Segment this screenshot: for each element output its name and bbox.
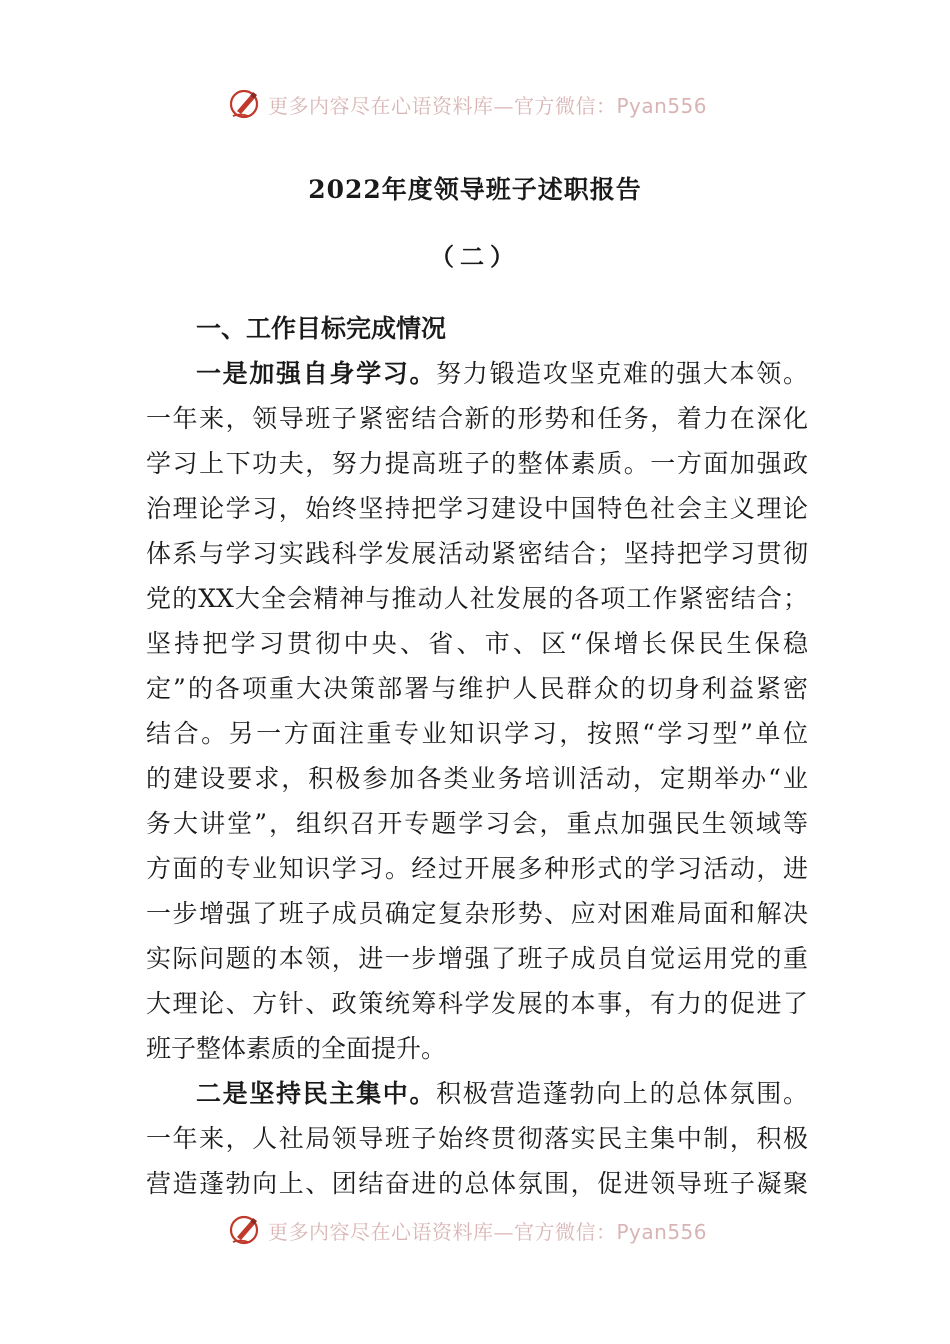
document-body bbox=[146, 306, 808, 1206]
para1-lead: 一是加强自身学习。 bbox=[196, 359, 437, 388]
body-line-last: 班子整体素质的全面提升。 bbox=[146, 1034, 447, 1063]
section-heading: 一、工作目标完成情况 bbox=[196, 314, 447, 343]
body-line: 务大讲堂”，组织召开专题学习会，重点加强民生领域等 bbox=[146, 809, 808, 838]
body-line: 党的XX大全会精神与推动人社发展的各项工作紧密结合； bbox=[146, 584, 808, 613]
watermark-banner-top bbox=[228, 84, 707, 124]
body-line: 大理论、方针、政策统筹科学发展的本事，有力的促进了 bbox=[146, 989, 808, 1018]
para2-lead: 二是坚持民主集中。 bbox=[196, 1079, 437, 1108]
pen-seal-icon bbox=[228, 1213, 262, 1247]
body-line: 方面的专业知识学习。经过开展多种形式的学习活动，进 bbox=[146, 854, 808, 883]
para1-first-line bbox=[146, 351, 808, 396]
watermark-text-en: Pyan556 bbox=[616, 1219, 708, 1244]
watermark-text bbox=[268, 90, 707, 119]
para1-first-line-rest: 努力锻造攻坚克难的强大本领。 bbox=[436, 359, 808, 388]
pen-seal-icon bbox=[228, 87, 262, 121]
watermark-text-cn: 更多内容尽在心语资料库—官方微信： bbox=[268, 93, 617, 118]
body-line: 坚持把学习贯彻中央、省、市、区“保增长保民生保稳 bbox=[146, 629, 808, 658]
body-line: 的建设要求，积极参加各类业务培训活动，定期举办“业 bbox=[146, 764, 808, 793]
body-line: 学习上下功夫，努力提高班子的整体素质。一方面加强政 bbox=[146, 449, 808, 478]
body-line: 营造蓬勃向上、团结奋进的总体氛围，促进领导班子凝聚 bbox=[146, 1169, 808, 1198]
document-title: 2022年度领导班子述职报告 bbox=[308, 175, 642, 204]
para2-first-line-rest: 积极营造蓬勃向上的总体氛围。 bbox=[436, 1079, 808, 1108]
body-line: 一步增强了班子成员确定复杂形势、应对困难局面和解决 bbox=[146, 899, 808, 928]
body-line: 体系与学习实践科学发展活动紧密结合；坚持把学习贯彻 bbox=[146, 539, 808, 568]
body-line: 一年来，人社局领导班子始终贯彻落实民主集中制，积极 bbox=[146, 1124, 808, 1153]
body-line: 定”的各项重大决策部署与维护人民群众的切身利益紧密 bbox=[146, 674, 808, 703]
body-line: 结合。另一方面注重专业知识学习，按照“学习型”单位 bbox=[146, 719, 808, 748]
watermark-text bbox=[268, 1216, 707, 1245]
body-line: 实际问题的本领，进一步增强了班子成员自觉运用党的重 bbox=[146, 944, 808, 973]
para2-first-line bbox=[146, 1071, 808, 1116]
document-subtitle: （二） bbox=[430, 242, 520, 271]
watermark-text-en: Pyan556 bbox=[616, 93, 708, 118]
body-line: 治理论学习，始终坚持把学习建设中国特色社会主义理论 bbox=[146, 494, 808, 523]
watermark-banner-bottom bbox=[228, 1210, 707, 1250]
body-line: 一年来，领导班子紧密结合新的形势和任务，着力在深化 bbox=[146, 404, 808, 433]
watermark-text-cn: 更多内容尽在心语资料库—官方微信： bbox=[268, 1219, 617, 1244]
